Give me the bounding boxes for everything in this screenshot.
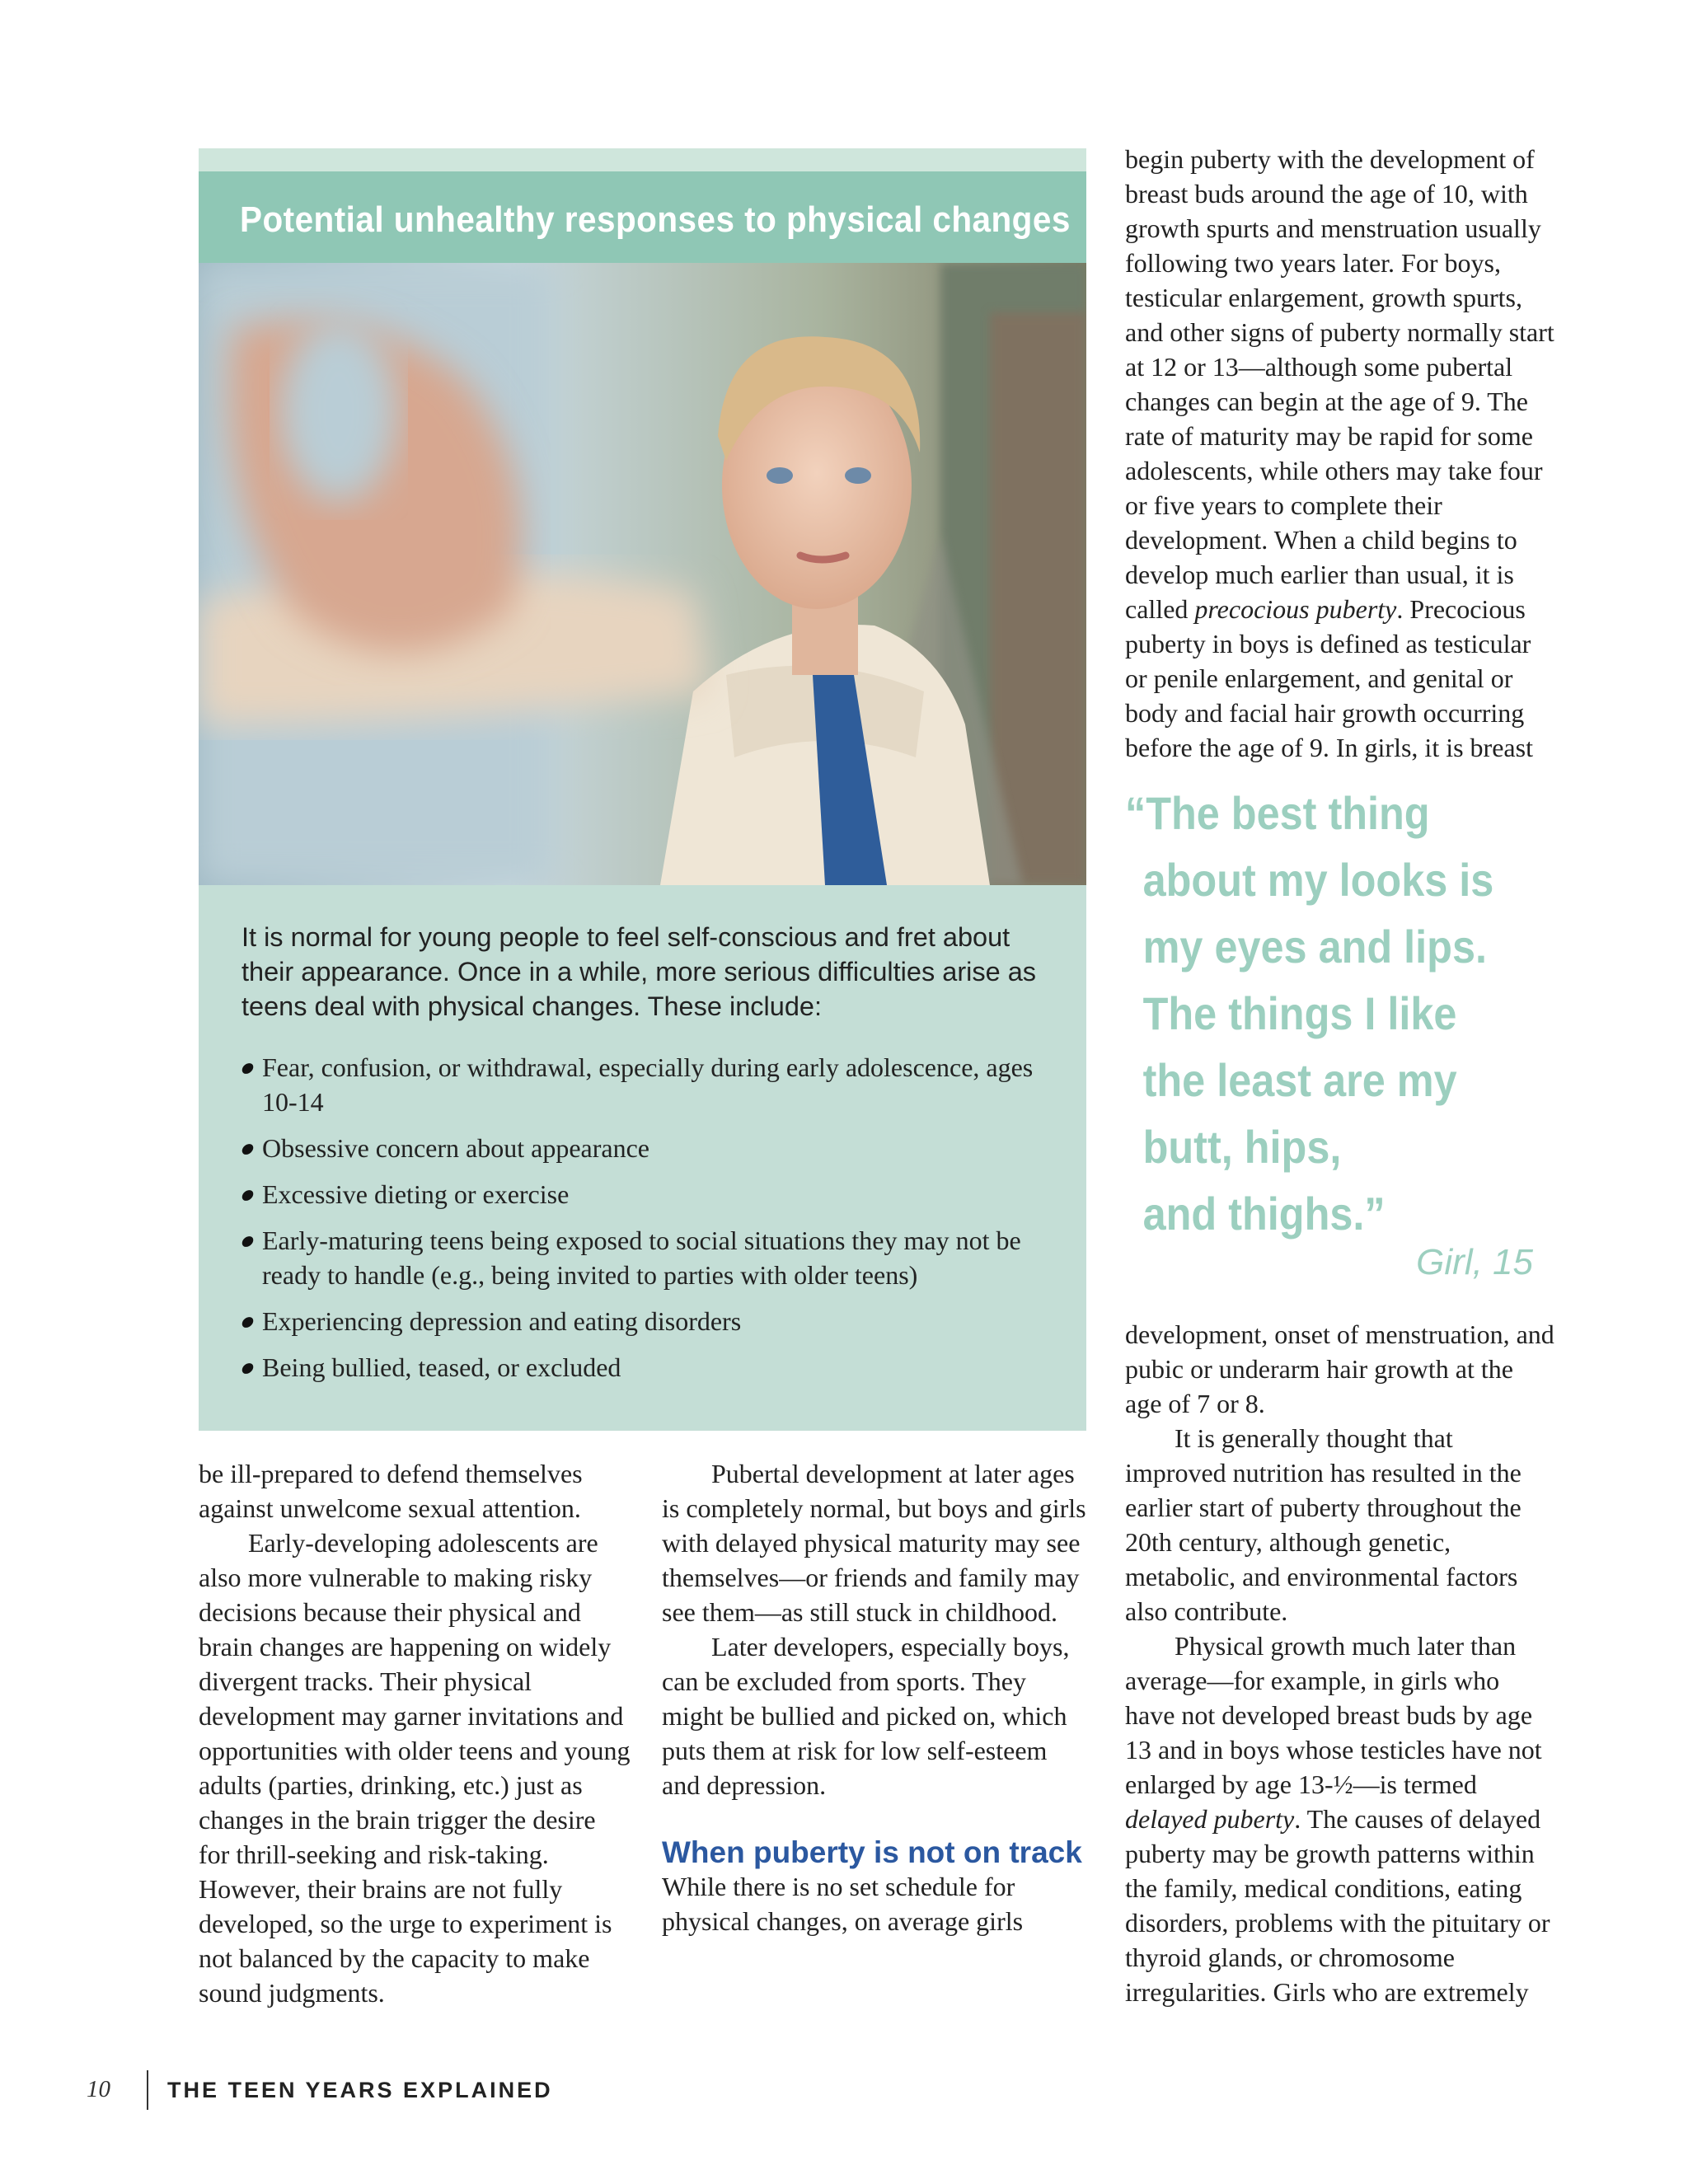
list-item: Early-maturing teens being exposed to social situations they may not be ready to handle (e.g., being invited to parties with older teens)	[241, 1223, 1066, 1292]
paragraph: Early-developing adolescents are also more vulnerable to making risky decisions because their physical and brain changes are happening on widely divergent tracks. Their physical development may garner invitations and opportunities with older teens and young adults (parties, drinking, etc.) just as changes in the brain trigger the desire for thrill-seeking and risk-taking. However, their brains are not fully developed, so the urge to experiment is not balanced by the capacity to make sound judgments.	[199, 1528, 631, 2008]
sidebar-title-bar	[199, 171, 1086, 263]
bullet-icon	[240, 1361, 256, 1376]
quote-line: the least are my	[1142, 1054, 1457, 1106]
sidebar-intro: It is normal for young people to feel self-conscious and fret about their appearance. Once in a while, more serious difficulties arise as teens deal with physical changes. These include:	[241, 922, 1037, 1021]
quote-line: The things I like	[1142, 987, 1457, 1039]
quote-line: “The best thing	[1125, 787, 1430, 839]
pull-quote	[1125, 780, 1587, 1247]
bullet-icon	[240, 1141, 256, 1156]
page-number: 10	[87, 2076, 110, 2102]
teen-boy-photo	[199, 263, 1086, 885]
column-2	[662, 1456, 1090, 1938]
footer-divider	[147, 2070, 148, 2110]
sidebar-title: Potential unhealthy responses to physical changes	[240, 199, 1071, 240]
paragraph: Pubertal development at later ages is completely normal, but boys and girls with delayed physical maturity may see themselves—or friends and family may see them—as still stuck in childhood.	[662, 1459, 1086, 1627]
quote-line: butt, hips,	[1142, 1121, 1342, 1173]
list-item: Fear, confusion, or withdrawal, especially during early adolescence, ages 10-14	[241, 1050, 1066, 1119]
publication-title: THE TEEN YEARS EXPLAINED	[167, 2078, 553, 2102]
sidebar-body	[199, 885, 1086, 1431]
bullet-icon	[240, 1234, 256, 1249]
list-item: Obsessive concern about appearance	[241, 1131, 1066, 1165]
bullet-icon	[240, 1315, 256, 1329]
paragraph: begin puberty with the development of breast buds around the age of 10, with growth spurts and menstruation usually following two years later. For boys, testicular enlargement, growth spurts, and other signs of puberty normally start at 12 or 13—although some pubertal changes can begin at the age of 9. The rate of maturity may be rapid for some adolescents, while others may take four or five years to complete their development. When a child begins to develop much earlier than usual, it is called precocious puberty. Precocious puberty in boys is defined as testicular or penile enlargement, and genital or body and facial hair growth occurring before the age of 9. In girls, it is breast	[1125, 144, 1554, 762]
paragraph: development, onset of menstruation, and pubic or underarm hair growth at the age of 7 or 8.	[1125, 1319, 1554, 1418]
bullet-icon	[240, 1061, 256, 1076]
paragraph: be ill-prepared to defend themselves against unwelcome sexual attention.	[199, 1459, 583, 1523]
quote-line: about my looks is	[1142, 854, 1494, 906]
column-3-top	[1125, 142, 1555, 765]
sidebar-top-band	[199, 148, 1086, 171]
quote-attribution: Girl, 15	[1416, 1242, 1533, 1282]
list-item: Experiencing depression and eating disorders	[241, 1304, 1066, 1338]
list-item: Being bullied, teased, or excluded	[241, 1350, 1066, 1385]
paragraph: While there is no set schedule for physical changes, on average girls	[662, 1872, 1024, 1936]
paragraph: It is generally thought that improved nutrition has resulted in the earlier start of puberty throughout the 20th century, although genetic, metabolic, and environmental factors also contribute.	[1125, 1423, 1522, 1626]
quote-line: and thighs.”	[1142, 1188, 1386, 1240]
paragraph: Physical growth much later than average—for example, in girls who have not developed breast buds by age 13 and in boys whose testicles have not enlarged by age 13-½—is termed delayed puberty. The causes of delayed puberty may be growth patterns within the family, medical conditions, eating disorders, problems with the pituitary or thyroid glands, or chromosome irregularities. Girls who are extremely	[1125, 1631, 1550, 2007]
quote-line: my eyes and lips.	[1142, 921, 1488, 972]
paragraph: Later developers, especially boys, can be excluded from sports. They might be bullied and picked on, which puts them at risk for low self-esteem and depression.	[662, 1632, 1070, 1800]
sidebar-bullet-list	[241, 1050, 1066, 1396]
column-3-bottom	[1125, 1317, 1555, 2009]
list-item: Excessive dieting or exercise	[241, 1177, 1066, 1212]
photo-illustration	[199, 263, 1086, 885]
section-heading: When puberty is not on track	[662, 1835, 1082, 1869]
column-1	[199, 1456, 631, 2010]
bullet-icon	[240, 1188, 256, 1202]
